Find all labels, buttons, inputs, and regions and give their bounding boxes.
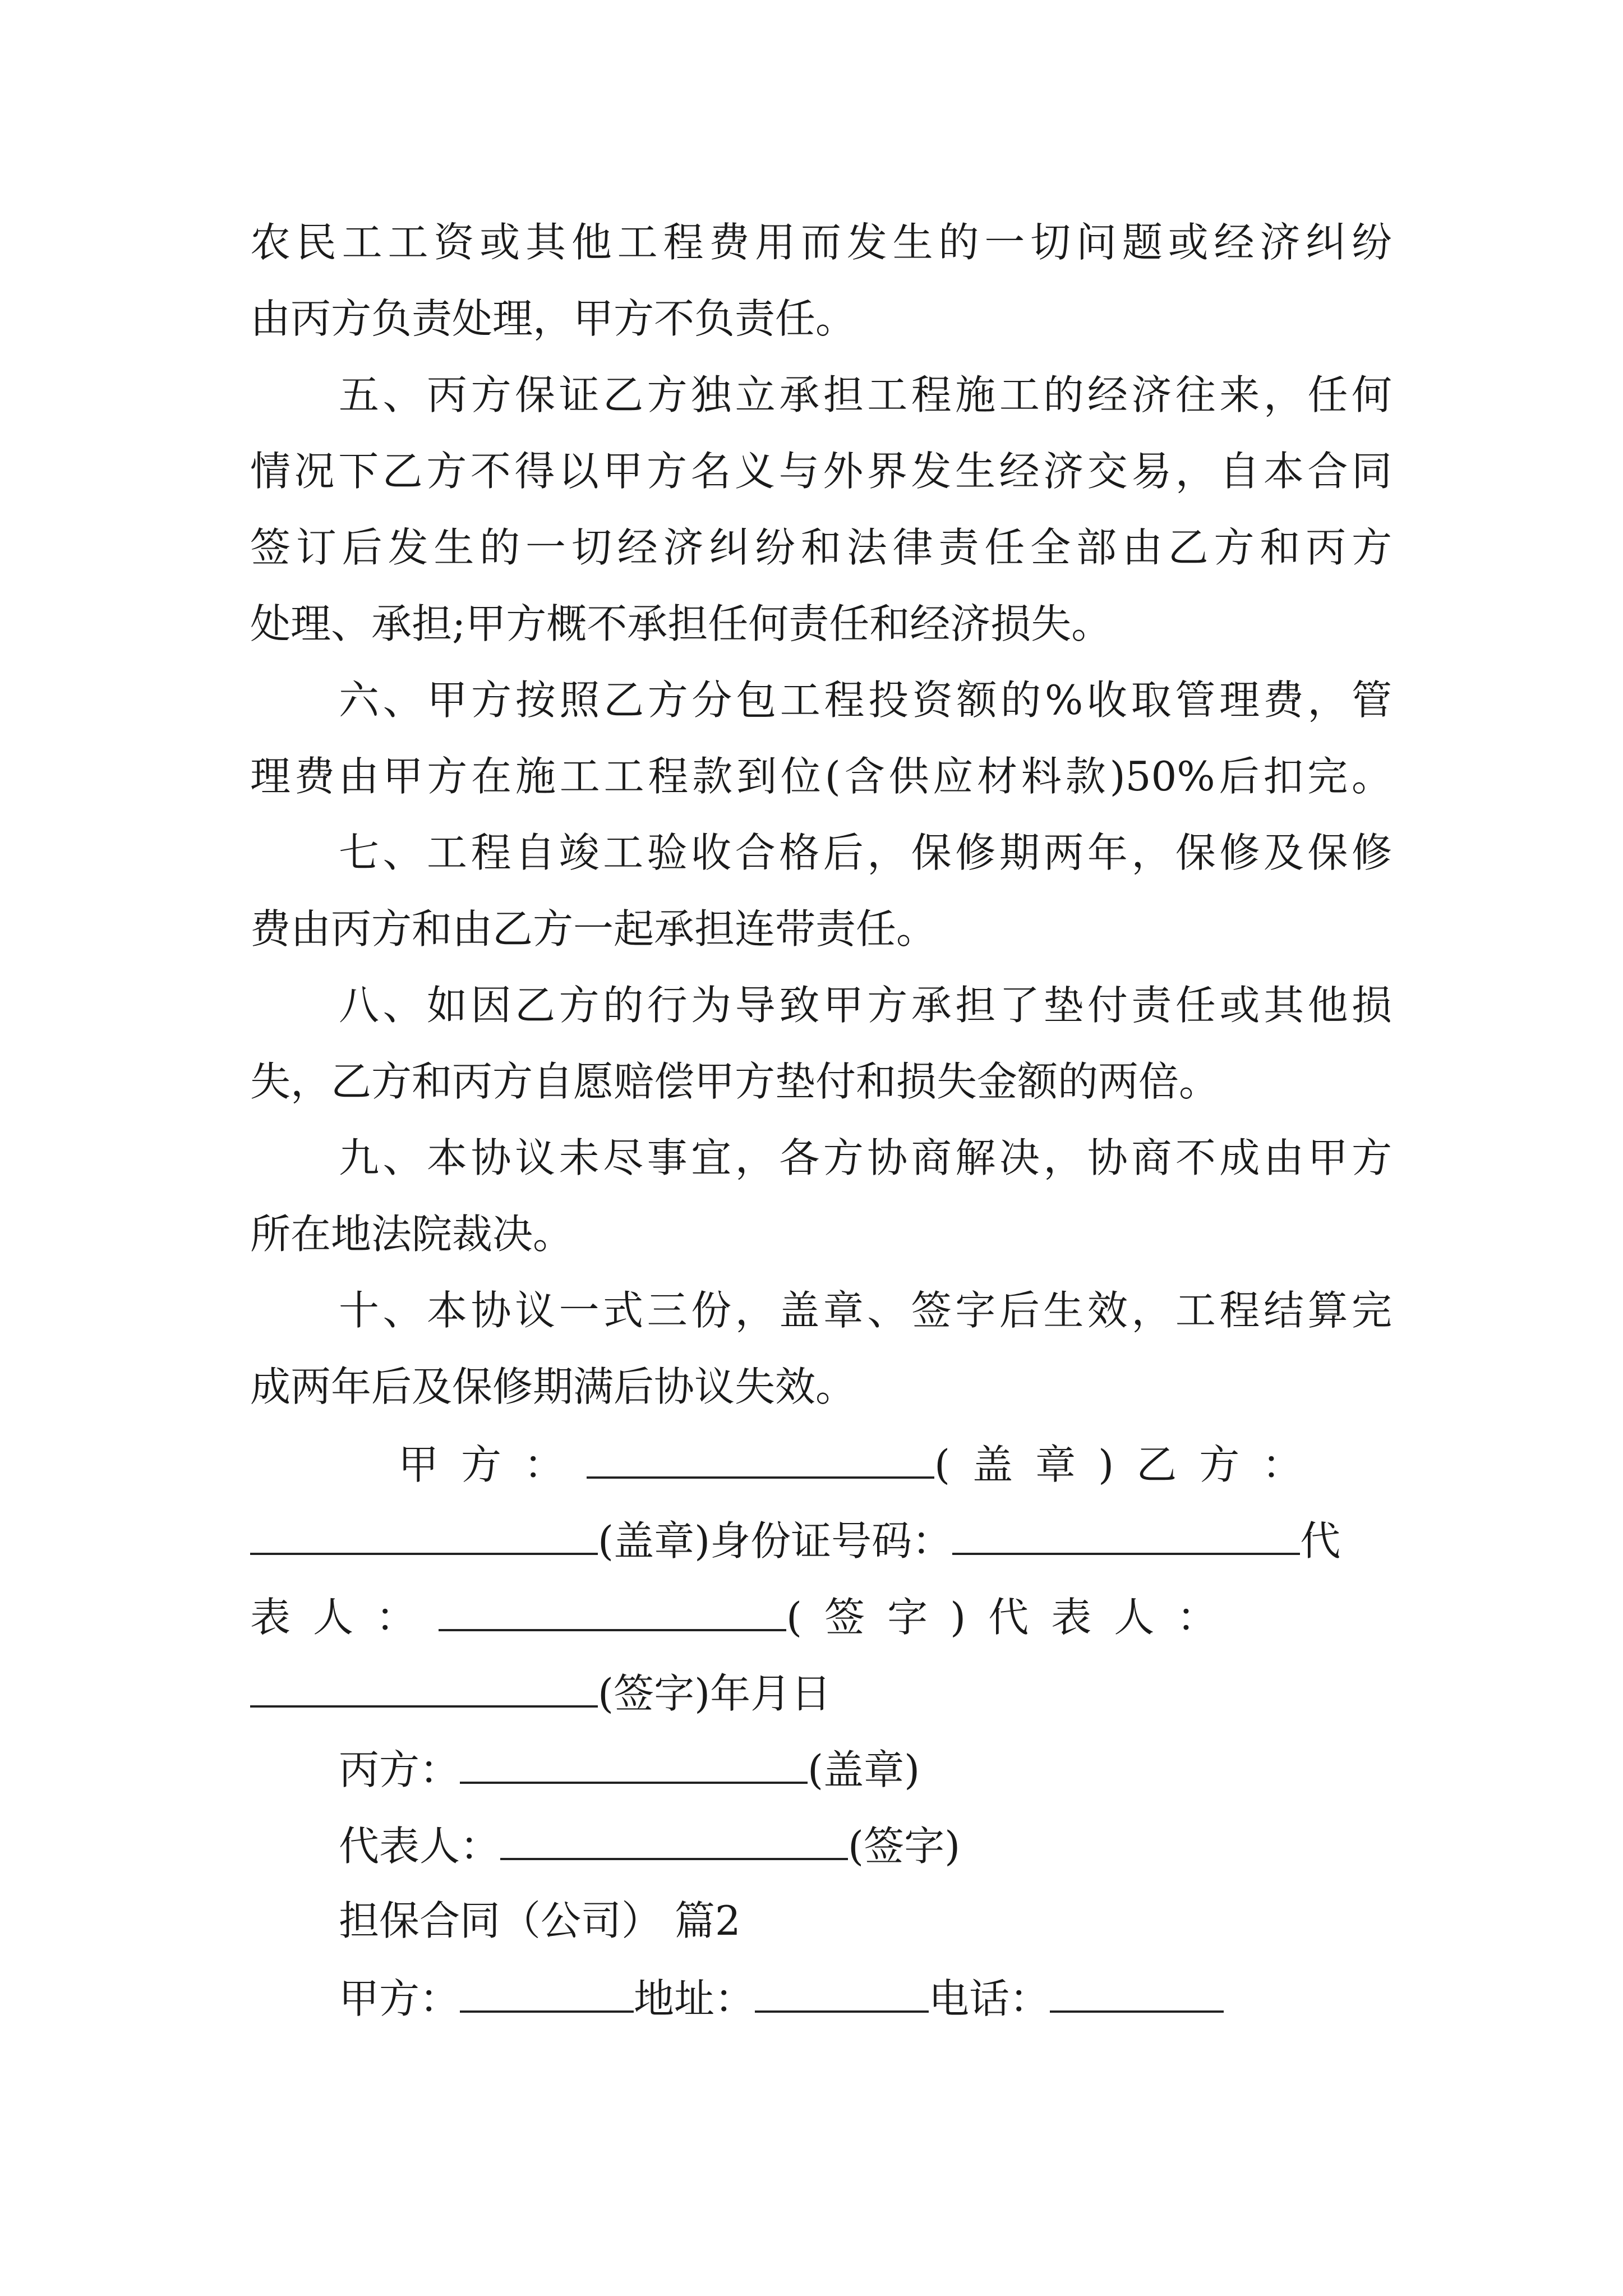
- paragraph-line: 处理、承担;甲方概不承担任何责任和经济损失。: [250, 600, 1112, 647]
- phone-label: 电话：: [929, 1975, 1050, 2022]
- paragraph-line: 费由丙方和由乙方一起承担连带责任。: [250, 905, 937, 953]
- party-a-label: 甲方：: [398, 1441, 587, 1488]
- clause-five-line: 五、丙方保证乙方独立承担工程施工的经济往来，任何: [339, 371, 1392, 418]
- party-c-seal: (盖章): [808, 1746, 920, 1793]
- party-c-label: 丙方：: [339, 1746, 460, 1793]
- signature-line-2: [250, 1517, 1392, 1565]
- paragraph-line: 失，乙方和丙方自愿赔偿甲方垫付和损失金额的两倍。: [250, 1058, 1220, 1105]
- party-c-rep-blank[interactable]: [500, 1824, 848, 1860]
- paragraph-line: 签订后发生的一切经济纠纷和法律责任全部由乙方和丙方: [250, 524, 1392, 571]
- party-a-label-2: 甲方：: [339, 1975, 460, 2022]
- phone-blank[interactable]: [1050, 1977, 1224, 2013]
- party-c-blank[interactable]: [460, 1748, 808, 1784]
- party-c-rep-sign: (签字): [848, 1823, 961, 1870]
- sign-date-label: (签字)年月日: [598, 1670, 832, 1717]
- clause-seven-line: 七、工程自竣工验收合格后，保修期两年，保修及保修: [339, 829, 1392, 876]
- paragraph-line: 由丙方负责处理，甲方不负责任。: [250, 295, 856, 342]
- party-b-rep-blank[interactable]: [250, 1672, 598, 1708]
- clause-nine-line: 九、本协议未尽事宜，各方协商解决，协商不成由甲方: [339, 1134, 1392, 1181]
- clause-ten-line: 十、本协议一式三份，盖章、签字后生效，工程结算完: [339, 1287, 1392, 1334]
- address-blank[interactable]: [755, 1977, 929, 2013]
- rep-label-start: 代: [1300, 1517, 1341, 1565]
- paragraph-line: 农民工工资或其他工程费用而发生的一切问题或经济纠纷: [250, 219, 1392, 266]
- signature-line-3: [250, 1594, 1392, 1641]
- party-b-seal-id-label: (盖章)身份证号码：: [598, 1517, 953, 1565]
- clause-six-line: 六、甲方按照乙方分包工程投资额的%收取管理费，管: [339, 677, 1392, 724]
- address-label: 地址：: [634, 1975, 755, 2022]
- party-a-blank-2[interactable]: [460, 1977, 634, 2013]
- party-c-line: [339, 1746, 1392, 1793]
- party-a-seal-party-b-label: (盖章)乙方：: [934, 1441, 1325, 1488]
- signature-line-1: [398, 1441, 1392, 1488]
- rep-label-end: 表人：: [250, 1594, 439, 1641]
- id-number-blank[interactable]: [952, 1519, 1300, 1555]
- paragraph-line: 情况下乙方不得以甲方名义与外界发生经济交易，自本合同: [250, 448, 1392, 495]
- paragraph-line: 理费由甲方在施工工程款到位(含供应材料款)50%后扣完。: [250, 753, 1392, 800]
- party-a-blank[interactable]: [587, 1443, 934, 1479]
- party-c-rep-line: [339, 1823, 1392, 1870]
- party-c-rep-label: 代表人：: [339, 1823, 501, 1870]
- party-a-rep-blank[interactable]: [439, 1595, 786, 1631]
- paragraph-line: 所在地法院裁决。: [250, 1211, 574, 1258]
- section-title: 担保合同（公司） 篇2: [339, 1897, 741, 1944]
- next-section-fields: [339, 1975, 1392, 2022]
- sign-and-party-b-rep-label: (签字)代表人：: [786, 1594, 1240, 1641]
- paragraph-line: 成两年后及保修期满后协议失效。: [250, 1363, 856, 1410]
- signature-line-4: [250, 1670, 1392, 1717]
- party-b-blank[interactable]: [250, 1519, 598, 1555]
- clause-eight-line: 八、如因乙方的行为导致甲方承担了垫付责任或其他损: [339, 982, 1392, 1029]
